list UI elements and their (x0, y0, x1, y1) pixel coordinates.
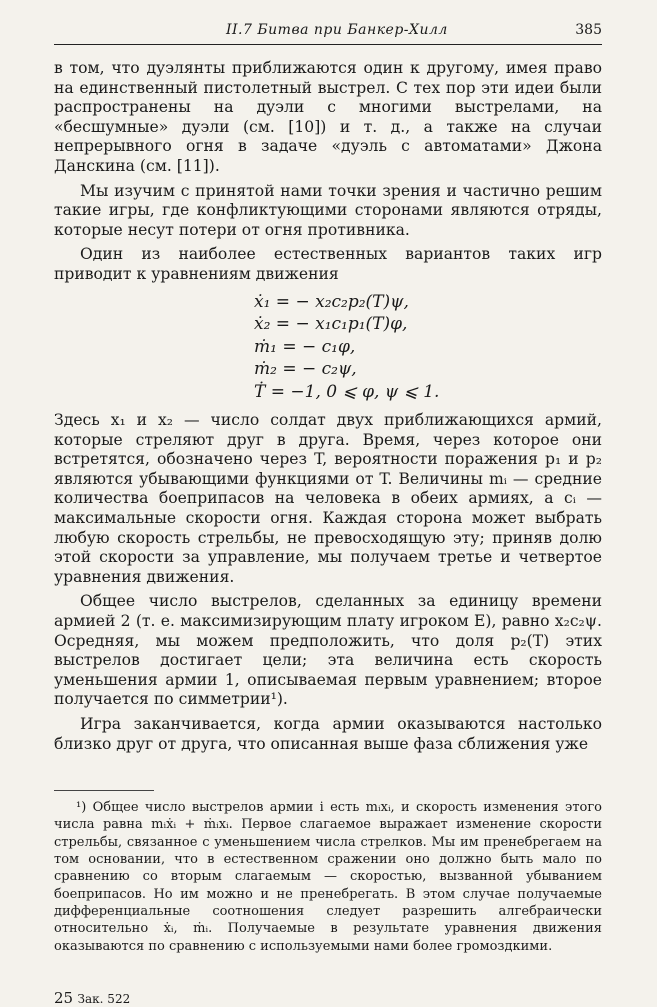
book-page (54, 20, 602, 1007)
page-number: 385 (575, 22, 602, 38)
paragraph: в том, что дуэлянты приближаются один к другому, имея право на единственный пистолетный выстрел. С тех пор эти идеи были распространены на дуэли с многими выстрелами, на «бесшумные» дуэли (см. [10]) и т. д., а также на случаи непрерывного огня в задаче «дуэль с автоматами» Джона Данскина (см. [11]). (54, 59, 602, 175)
equation: ṁ₁ = − c₁φ, (254, 336, 356, 357)
footnote-divider (54, 790, 154, 791)
paragraph: Мы изучим с принятой нами точки зрения и частично решим такие игры, где конфликтующими сторонами являются отряды, которые несут потери от огня противника. (54, 181, 602, 239)
sheet-number: 25 (54, 988, 74, 1007)
running-header (54, 20, 602, 45)
printer-signature (54, 989, 602, 1007)
paragraph: Здесь x₁ и x₂ — число солдат двух приближающихся армий, которые стреляют друг в друга. Время, через которое они встретятся, обозначено через T, вероятности поражения p₁ и p₂ являются убывающими функциями от T. Величины mᵢ — средние количества боеприпасов на человека в обеих армиях, а cᵢ — максимальные скорости огня. Каждая сторона может выбрать любую скорость стрельбы, не превосходящую эту; приняв долю этой скорости за управление, мы получаем третье и четвертое уравнения движения. (54, 411, 602, 586)
paragraph: Общее число выстрелов, сделанных за единицу времени армией 2 (т. е. максимизирующим плату игроком E), равно x₂c₂ψ. Осредняя, мы можем предположить, что доля p₂(T) этих выстрелов достигает цели; эта величина есть скорость уменьшения армии 1, описываемая первым уравнением; второе получается по симметрии¹). (54, 592, 602, 709)
main-text (54, 59, 602, 754)
footnote: ¹) Общее число выстрелов армии i есть mᵢxᵢ, и скорость изменения этого числа равна mᵢẋᵢ + ṁᵢxᵢ. Первое слагаемое выражает изменение скорости стрельбы, связанное с уменьшением числа стрелков. Мы им пренебрегаем на том основании, что в естественном сражении оно должно быть мало по сравнению со вторым слагаемым — скоростью, вызванной убыванием боеприпасов. Но им можно и не пренебрегать. В этом случае получаемые дифференциальные соотношения следует разрешить алгебраически относительно ẋᵢ, ṁᵢ. Получаемые в результате уравнения движения оказываются по сравнению с используемыми нами более громоздкими. (54, 800, 602, 954)
running-title: II.7 Битва при Банкер-Хилл (226, 22, 448, 38)
paragraph: Один из наиболее естественных вариантов таких игр приводит к уравнениям движения (54, 245, 602, 283)
equation: ẋ₂ = − x₁c₁p₁(T)φ, (254, 314, 408, 335)
order-number: Зак. 522 (77, 991, 131, 1006)
equation: ẋ₁ = − x₂c₂p₂(T)ψ, (254, 291, 409, 312)
equations-of-motion (254, 291, 602, 404)
equation: ṁ₂ = − c₂ψ, (254, 359, 357, 380)
equation: Ṫ = −1, 0 ⩽ φ, ψ ⩽ 1. (254, 381, 440, 402)
paragraph: Игра заканчивается, когда армии оказываются настолько близко друг от друга, что описанная выше фаза сближения уже (54, 714, 602, 753)
